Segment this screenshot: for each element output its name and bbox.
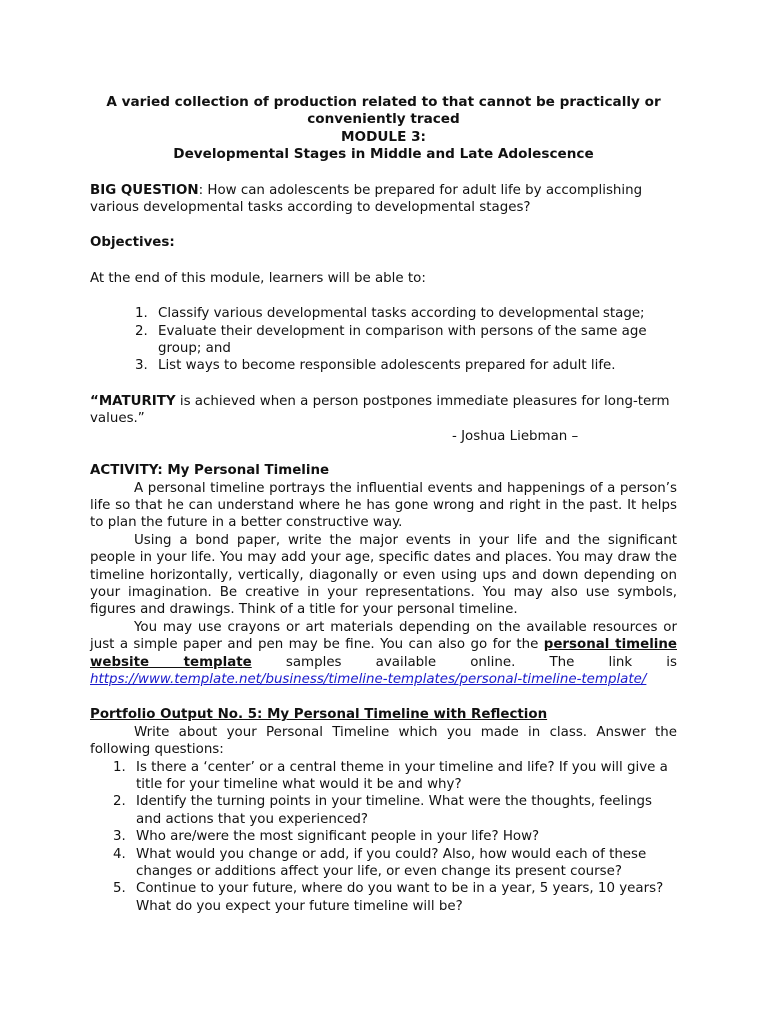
list-item-text: Continue to your future, where do you want to be in a year, 5 years, 10 years? What do you expect your future timeline will be? (136, 881, 664, 914)
portfolio-intro: Write about your Personal Timeline which you made in class. Answer the following questions: (90, 724, 677, 758)
document-page (90, 94, 677, 915)
list-item-text: Evaluate their development in comparison with persons of the same age group; and (158, 323, 647, 357)
list-item-number: 2. (113, 794, 126, 810)
list-item-text: Classify various developmental tasks according to developmental stage; (158, 306, 645, 322)
list-item-text: What would you change or add, if you could? Also, how would each of these changes or additions affect your life, or even change its present course? (136, 846, 647, 880)
list-item (90, 357, 677, 374)
list-item-number: 5. (113, 881, 126, 897)
list-item (90, 305, 677, 322)
activity-paragraph-3 (90, 619, 677, 689)
list-item-number: 1. (113, 759, 126, 775)
quote-author: - Joshua Liebman – (452, 428, 579, 444)
list-item-number: 3. (135, 358, 148, 374)
list-item-number: 1. (135, 306, 148, 322)
quote-text: is achieved when a person postpones immediate pleasures for long-term values.” (90, 393, 670, 427)
list-item (90, 828, 677, 845)
document-title-line-2: conveniently traced (307, 111, 460, 128)
module-subtitle: Developmental Stages in Middle and Late Adolescence (173, 146, 594, 163)
list-item-text: Is there a ‘center’ or a central theme in your timeline and life? If you will give a title for your timeline what would it be and why? (136, 759, 668, 792)
big-question (90, 182, 677, 217)
list-item-number: 4. (113, 846, 126, 862)
list-item (90, 846, 677, 881)
activity-paragraph-3-end: samples available online. The link is (251, 654, 677, 670)
big-question-label: BIG QUESTION (90, 182, 199, 198)
template-url-link[interactable]: https://www.template.net/business/timeline-templates/personal-timeline-template/ (90, 671, 647, 687)
list-item-number: 3. (113, 829, 126, 845)
objectives-list (90, 305, 677, 375)
template-link-text[interactable]: personal timeline website template (90, 637, 677, 670)
objectives-heading: Objectives: (90, 235, 175, 251)
list-item-text: Who are/were the most significant people in your life? How? (136, 829, 540, 845)
activity-paragraph-3-start: You may use crayons or art materials depending on the available resources or just a simple paper and pen may be fine. You can also go for the (90, 619, 677, 653)
objectives-intro: At the end of this module, learners will be able to: (90, 270, 426, 286)
maturity-quote (90, 393, 677, 428)
big-question-text: : How can adolescents be prepared for adult life by accomplishing various developmental tasks according to developmental stages? (90, 182, 643, 216)
activity-heading: ACTIVITY: My Personal Timeline (90, 463, 330, 479)
quote-open-mark: “ (90, 393, 99, 409)
list-item-text: List ways to become responsible adolescents prepared for adult life. (158, 358, 616, 374)
list-item (90, 880, 677, 915)
list-item (90, 793, 677, 828)
activity-paragraph-2: Using a bond paper, write the major events in your life and the significant people in your life. You may add your age, specific dates and places. You may draw the timeline horizontally, vertically, diagonally or even using ups and down depending on your imagination. Be creative in your representations. You may also use symbols, figures and drawings. Think of a title for your personal timeline. (90, 532, 677, 618)
module-label: MODULE 3: (341, 128, 426, 145)
quote-keyword: MATURITY (98, 393, 176, 409)
portfolio-questions-list (90, 759, 677, 916)
list-item-text: Identify the turning points in your timeline. What were the thoughts, feelings and actions that you experienced? (136, 794, 652, 827)
document-title-line-1: A varied collection of production related to that cannot be practically or (106, 94, 661, 110)
list-item (90, 759, 677, 794)
document-header (90, 94, 677, 164)
activity-paragraph-1: A personal timeline portrays the influential events and happenings of a person’s life so that he can understand where he has gone wrong and right in the past. It helps to plan the future in a better constructive way. (90, 480, 677, 531)
list-item-number: 2. (135, 323, 148, 339)
portfolio-heading: Portfolio Output No. 5: My Personal Timeline with Reflection (90, 707, 548, 723)
list-item (90, 323, 677, 358)
